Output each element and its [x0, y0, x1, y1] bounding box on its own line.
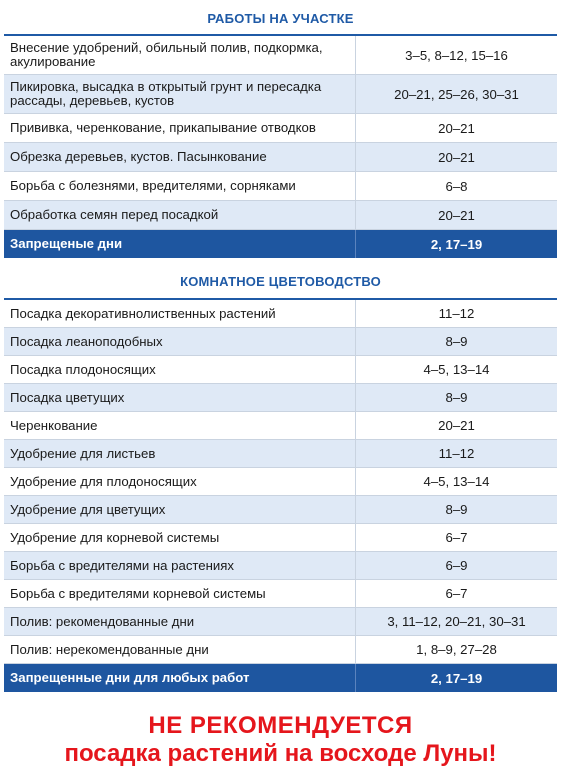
forbidden-label: Запрещенные дни для любых работ	[10, 670, 250, 685]
indoor-table	[4, 298, 557, 692]
forbidden-days: 2, 17–19	[355, 664, 557, 692]
table-row	[4, 300, 557, 328]
table-row	[4, 36, 557, 75]
work-cell: Борьба с болезнями, вредителями, сорняками	[10, 178, 296, 193]
days-cell: 20–21	[355, 143, 557, 171]
work-cell: Черенкование	[10, 417, 98, 433]
warning-line-2: посадка растений на восходе Луны!	[64, 740, 497, 767]
section-title-indoor: КОМНАТНОЕ ЦВЕТОВОДСТВО	[180, 274, 381, 289]
work-cell: Прививка, черенкование, прикапывание отводков	[10, 120, 316, 135]
forbidden-days: 2, 17–19	[355, 230, 557, 258]
work-cell: Обрезка деревьев, кустов. Пасынкование	[10, 149, 267, 164]
work-cell: Удобрение для цветущих	[10, 501, 166, 517]
table-row	[4, 580, 557, 608]
days-cell: 3, 11–12, 20–21, 30–31	[355, 608, 557, 635]
days-cell: 4–5, 13–14	[355, 468, 557, 495]
table-row	[4, 384, 557, 412]
work-cell: Удобрение для листьев	[10, 445, 156, 461]
table-row	[4, 172, 557, 201]
table-row	[4, 143, 557, 172]
table-row	[4, 496, 557, 524]
days-cell: 1, 8–9, 27–28	[355, 636, 557, 663]
days-cell: 8–9	[355, 328, 557, 355]
forbidden-days-row	[4, 230, 557, 258]
days-cell: 6–7	[355, 524, 557, 551]
garden-table	[4, 34, 557, 258]
work-cell: Полив: нерекомендованные дни	[10, 641, 209, 657]
days-cell: 20–21	[355, 412, 557, 439]
work-cell: Удобрение для корневой системы	[10, 529, 220, 545]
table-row	[4, 328, 557, 356]
days-cell: 20–21, 25–26, 30–31	[355, 75, 557, 113]
work-cell: Посадка плодоносящих	[10, 361, 156, 377]
table-row	[4, 636, 557, 664]
table-row	[4, 440, 557, 468]
days-cell: 6–9	[355, 552, 557, 579]
table-row	[4, 412, 557, 440]
work-cell: Обработка семян перед посадкой	[10, 207, 219, 222]
table-row	[4, 524, 557, 552]
table-row	[4, 75, 557, 114]
days-cell: 20–21	[355, 201, 557, 229]
table-row	[4, 608, 557, 636]
table-row	[4, 114, 557, 143]
work-cell: Посадка цветущих	[10, 389, 125, 405]
days-cell: 11–12	[355, 440, 557, 467]
days-cell: 20–21	[355, 114, 557, 142]
forbidden-days-row	[4, 664, 557, 692]
work-cell: Посадка декоративнолиственных растений	[10, 305, 276, 321]
work-cell: Пикировка, высадка в открытый грунт и пересадка рассады, деревьев, кустов	[10, 79, 322, 108]
section-title-garden: РАБОТЫ НА УЧАСТКЕ	[207, 11, 354, 26]
table-row	[4, 201, 557, 230]
work-cell: Посадка леаноподобных	[10, 333, 163, 349]
work-cell: Полив: рекомендованные дни	[10, 613, 195, 629]
forbidden-label: Запрещеные дни	[10, 236, 123, 251]
days-cell: 6–7	[355, 580, 557, 607]
days-cell: 4–5, 13–14	[355, 356, 557, 383]
days-cell: 11–12	[355, 300, 557, 327]
days-cell: 8–9	[355, 496, 557, 523]
warning-line-1: НЕ РЕКОМЕНДУЕТСЯ	[148, 712, 413, 739]
table-row	[4, 356, 557, 384]
work-cell: Борьба с вредителями на растениях	[10, 557, 235, 573]
days-cell: 3–5, 8–12, 15–16	[355, 36, 557, 74]
days-cell: 6–8	[355, 172, 557, 200]
table-row	[4, 468, 557, 496]
work-cell: Внесение удобрений, обильный полив, подкормка, акулирование	[10, 40, 323, 69]
days-cell: 8–9	[355, 384, 557, 411]
table-row	[4, 552, 557, 580]
warning-notice	[0, 712, 561, 768]
page	[0, 4, 561, 775]
work-cell: Борьба с вредителями корневой системы	[10, 585, 266, 601]
work-cell: Удобрение для плодоносящих	[10, 473, 197, 489]
